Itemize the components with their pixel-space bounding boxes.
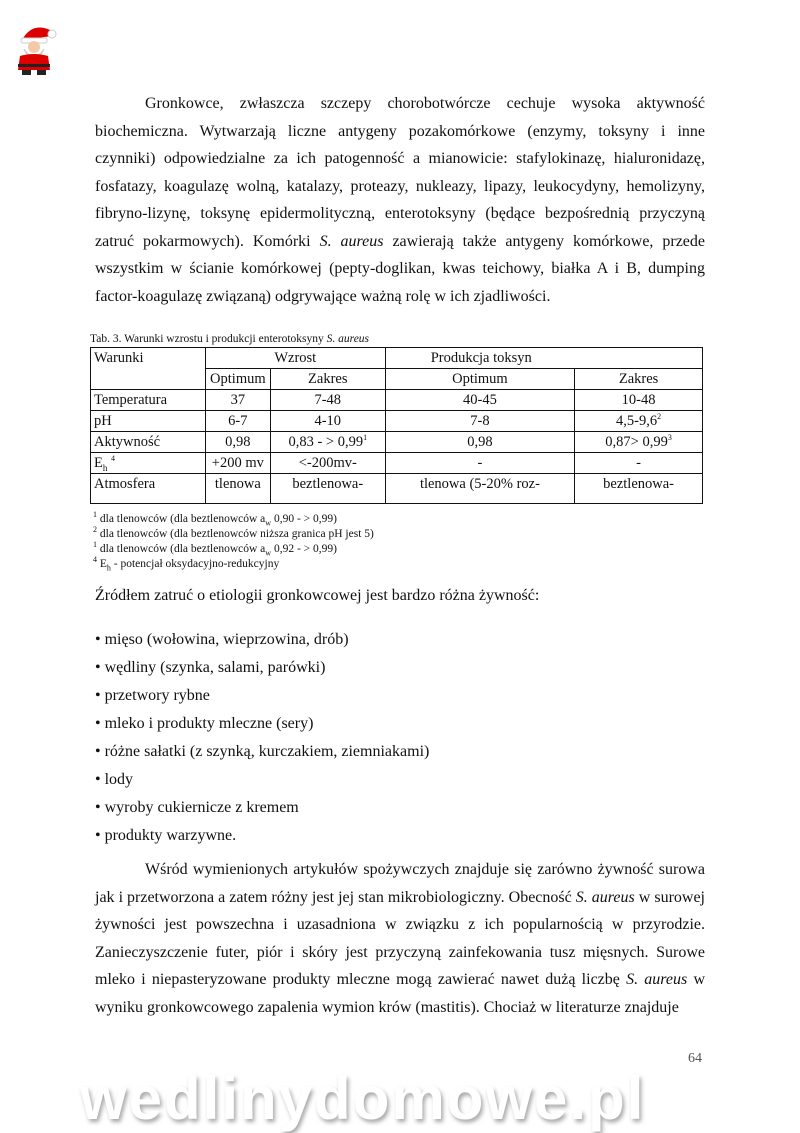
footnote-ref: 1 bbox=[363, 433, 368, 443]
row-label: Atmosfera bbox=[91, 474, 206, 504]
header-cell: Zakres bbox=[575, 369, 703, 390]
table-row bbox=[91, 390, 703, 411]
table-cell: +200 mv bbox=[205, 453, 270, 474]
table-cell bbox=[575, 411, 703, 432]
footnote-ref: 4 bbox=[110, 454, 115, 464]
text: w wyniku gronkowcowego zapalenia wymion krów (mastitis). Chociaż w literaturze znajduje bbox=[95, 971, 706, 1016]
table-cell: 7-8 bbox=[385, 411, 574, 432]
header-cell: Wzrost bbox=[205, 348, 385, 369]
table-cell: 4-10 bbox=[270, 411, 385, 432]
list-item: • wędliny (szynka, salami, parówki) bbox=[95, 659, 326, 676]
cell-text: E bbox=[94, 455, 103, 471]
row-label: Temperatura bbox=[91, 390, 206, 411]
list-item: • lody bbox=[95, 771, 134, 788]
text: zawierają także antygeny komórkowe, przede wszystkim w ścianie komórkowej (pepty-doglikan, kwas teichowy, białka A i B, dumping factor-koagulazę związaną) odgrywające ważną rolę w ich zjadliwości. bbox=[95, 232, 705, 305]
cell-text: 4,5-9,6 bbox=[616, 413, 658, 429]
table-cell: - bbox=[385, 453, 574, 474]
table-footnotes bbox=[93, 512, 374, 572]
text: w surowej żywności jest powszechna i uzasadniona w związku z ich popularnością w przyrodzie. Zanieczyszczenie futer, piór i skóry jest przyczyną zainfekowania tusz mięsnych. Surowe mleko i niepasteryzowane produkty mleczne mogą zawierać nawet dużą liczbę bbox=[95, 888, 705, 988]
subscript: h bbox=[102, 462, 108, 473]
species-name: S. aureus bbox=[575, 888, 635, 906]
footnote-text: dla tlenowców (dla beztlenowców a bbox=[97, 513, 266, 525]
footnote-text: 0,90 - > 0,99) bbox=[271, 513, 337, 525]
list-item: • mięso (wołowina, wieprzowina, drób) bbox=[95, 631, 349, 648]
row-label: pH bbox=[91, 411, 206, 432]
table-cell: 40-45 bbox=[385, 390, 574, 411]
species-name: S. aureus bbox=[326, 333, 370, 345]
footnote bbox=[93, 527, 374, 542]
footnote-text: 0,92 - > 0,99) bbox=[271, 543, 337, 555]
header-cell: Warunki bbox=[91, 348, 206, 390]
caption-text: Tab. 3. Warunki wzrostu i produkcji enterotoksyny bbox=[90, 333, 327, 345]
footnote-mark: 2 bbox=[93, 525, 97, 535]
food-sources-list bbox=[95, 626, 429, 850]
table-cell: 37 bbox=[205, 390, 270, 411]
footnote bbox=[93, 557, 374, 572]
table-cell: 6-7 bbox=[205, 411, 270, 432]
table-row bbox=[91, 453, 703, 474]
header-cell: Optimum bbox=[385, 369, 574, 390]
subscript: w bbox=[265, 518, 272, 528]
table-row bbox=[91, 432, 703, 453]
section-heading: Źródłem zatruć o etiologii gronkowcowej jest bardzo różna żywność: bbox=[95, 587, 540, 604]
list-item: • produkty warzywne. bbox=[95, 827, 237, 844]
watermark: wedlinydomowe.pl bbox=[80, 1065, 646, 1132]
footnote-mark: 1 bbox=[93, 510, 97, 520]
table-cell: tlenowa (5-20% roz- bbox=[385, 474, 574, 504]
table-cell: 7-48 bbox=[270, 390, 385, 411]
growth-conditions-table bbox=[90, 347, 703, 504]
subscript: h bbox=[106, 563, 111, 573]
table-cell: 0,98 bbox=[385, 432, 574, 453]
table-row bbox=[91, 411, 703, 432]
subscript: w bbox=[265, 548, 272, 558]
paragraph-intro bbox=[95, 90, 705, 310]
header-cell: Produkcja toksyn bbox=[385, 348, 702, 369]
page-number: 64 bbox=[688, 1051, 702, 1066]
table-cell: <-200mv- bbox=[270, 453, 385, 474]
species-name: S. aureus bbox=[626, 971, 688, 988]
header-cell: Zakres bbox=[270, 369, 385, 390]
footnote-ref: 3 bbox=[667, 433, 672, 443]
text: Gronkowce, zwłaszcza szczepy chorobotwórcze cechuje wysoka aktywność biochemiczna. Wytwarzają liczne antygeny pozakomórkowe (enzymy, toksyny i inne czynniki) odpowiedzialne za ich patogenność a mianowicie: stafylokinazę, hialuronidazę, fosfatazy, koagulazę wolną, katalazy, proteazy, nukleazy, lipazy, leukocydyny, hemolizyny, fibryno-lizynę, toksynę epidermolityczną, enterotoksyny (będące bezpośrednią przyczyną zatruć pokarmowych). Komórki bbox=[95, 95, 705, 250]
footnote-mark: 1 bbox=[93, 540, 97, 550]
santa-claus-icon bbox=[12, 22, 58, 76]
list-item: • przetwory rybne bbox=[95, 687, 210, 704]
footnote-mark: 4 bbox=[93, 555, 97, 565]
footnote-text: dla tlenowców (dla beztlenowców a bbox=[97, 543, 266, 555]
footnote-text: dla tlenowców (dla beztlenowców niższa granica pH jest 5) bbox=[97, 528, 374, 540]
list-item: • wyroby cukiernicze z kremem bbox=[95, 799, 299, 816]
row-label bbox=[91, 453, 206, 474]
table-cell bbox=[575, 432, 703, 453]
table-cell: beztlenowa- bbox=[575, 474, 703, 504]
list-item: • mleko i produkty mleczne (sery) bbox=[95, 715, 314, 732]
paragraph-sources bbox=[95, 856, 705, 1021]
footnote-text: E bbox=[97, 558, 107, 570]
header-cell: Optimum bbox=[205, 369, 270, 390]
footnote-ref: 2 bbox=[657, 412, 662, 422]
text: Wśród wymienionych artykułów spożywczych znajduje się zarówno żywność surowa jak i przetworzona a zatem różny jest jej stan mikrobiologiczny. Obecność bbox=[95, 861, 705, 906]
table-cell: - bbox=[575, 453, 703, 474]
row-label: Aktywność bbox=[91, 432, 206, 453]
table-cell bbox=[270, 432, 385, 453]
table-header-row bbox=[91, 348, 703, 369]
table-caption bbox=[90, 332, 369, 346]
footnote bbox=[93, 542, 374, 557]
species-name: S. aureus bbox=[319, 232, 384, 250]
cell-text: 0,83 - > 0,99 bbox=[288, 434, 364, 450]
table-cell: 0,98 bbox=[205, 432, 270, 453]
list-item: • różne sałatki (z szynką, kurczakiem, ziemniakami) bbox=[95, 743, 430, 760]
table-cell: 10-48 bbox=[575, 390, 703, 411]
footnote-text: - potencjał oksydacyjno-redukcyjny bbox=[110, 558, 280, 570]
table-cell: tlenowa bbox=[205, 474, 270, 504]
table-row bbox=[91, 474, 703, 504]
table-cell: beztlenowa- bbox=[270, 474, 385, 504]
cell-text: 0,87> 0,99 bbox=[605, 434, 668, 450]
footnote bbox=[93, 512, 374, 527]
